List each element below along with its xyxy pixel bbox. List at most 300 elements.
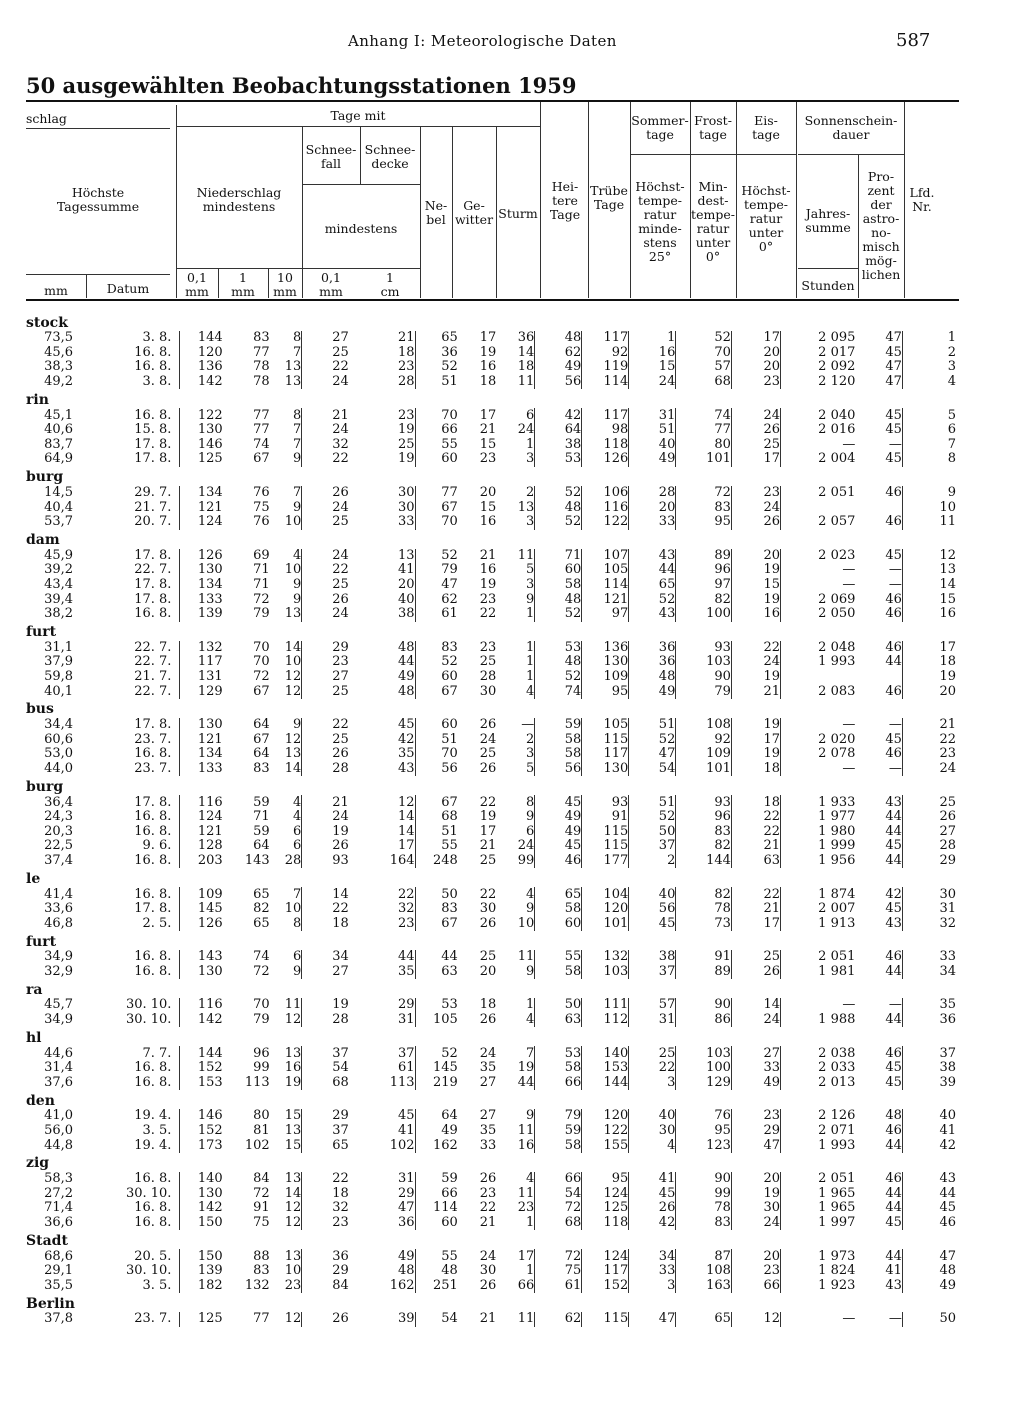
cell-sonnenschein-jahressumme: 2 051	[781, 1172, 856, 1187]
cell-niederschlag-1mm: 82	[253, 901, 270, 917]
cell-niederschlag-10mm: 6	[292, 824, 302, 839]
cell-eistage: 29	[731, 1124, 780, 1139]
cell-nebel: 56	[415, 762, 458, 777]
cell-niederschlag-10mm: 13	[284, 1249, 302, 1264]
cell-niederschlag-01mm: 126	[180, 916, 223, 931]
cell-schneefall-01mm: 24	[302, 607, 349, 622]
cell-niederschlag-1mm: 70	[253, 640, 270, 655]
station-name: bus	[26, 701, 54, 718]
cell-schneedecke-1cm: 19	[398, 452, 415, 467]
cell-sturm: 4	[525, 1012, 535, 1028]
cell-niederschlag-01mm: 182	[180, 1279, 223, 1294]
cell-sonnenschein-jahressumme: 1 933	[781, 795, 856, 810]
cell-schneefall-01mm: 24	[302, 423, 349, 438]
header-divider	[858, 154, 859, 298]
cell-sonnenschein-jahressumme: 2 020	[781, 732, 856, 747]
cell-nebel: 52	[415, 655, 458, 670]
cell-niederschlag-10mm: 19	[284, 1075, 302, 1090]
cell-gewitter: 25	[479, 853, 497, 868]
cell-niederschlag-10mm: 8	[292, 331, 302, 346]
cell-eistage: 25	[731, 438, 780, 453]
cell-schneedecke-1cm: 14	[398, 824, 415, 839]
header-divider	[452, 126, 453, 298]
cell-schneefall-01mm: 28	[302, 762, 349, 777]
cell-frosttage: 95	[676, 515, 732, 530]
table-row	[26, 810, 956, 825]
cell-sturm: 1	[525, 606, 535, 622]
cell-sonnenschein-jahressumme: 2 051	[781, 486, 856, 501]
header-n-01: 0,1 mm	[185, 270, 209, 299]
cell-nebel: 51	[415, 375, 458, 390]
cell-datum: 22. 7.	[134, 684, 172, 699]
cell-nebel: 105	[415, 1013, 458, 1028]
cell-gewitter: 30	[479, 684, 497, 699]
cell-heitere-tage: 50	[535, 998, 582, 1013]
station-group-heading	[26, 931, 956, 950]
table-row	[26, 1312, 956, 1327]
cell-niederschlag-1mm: 72	[253, 669, 270, 684]
cell-heitere-tage: 59	[535, 718, 582, 733]
cell-frosttage: 95	[676, 1124, 732, 1139]
cell-niederschlag-01mm: 142	[180, 1013, 223, 1028]
cell-sommertage: 33	[629, 1264, 676, 1279]
cell-gewitter: 21	[479, 1215, 497, 1231]
cell-frosttage: 93	[676, 795, 732, 810]
station-name: hl	[26, 1029, 42, 1046]
cell-schneedecke-1cm: 25	[398, 437, 415, 452]
cell-sonnenschein-jahressumme: 2 038	[781, 1046, 856, 1061]
cell-niederschlag-1mm: 72	[253, 592, 270, 607]
cell-sommertage: 43	[629, 607, 676, 622]
cell-nebel: 48	[415, 1264, 458, 1279]
cell-truebe-tage: 98	[582, 423, 629, 438]
cell-eistage: 26	[731, 965, 780, 980]
cell-frosttage: 123	[676, 1138, 732, 1153]
cell-frosttage: 89	[676, 965, 732, 980]
cell-schneefall-01mm: 93	[302, 854, 349, 869]
cell-frosttage: 99	[676, 1187, 732, 1202]
header-truebe-tage: Trübe Tage	[590, 183, 628, 212]
cell-hoechste-mm: 37,6	[44, 1075, 74, 1090]
cell-lfd-nr: 45	[902, 1201, 956, 1216]
cell-nebel: 70	[415, 515, 458, 530]
header-mindestens: mindestens	[324, 221, 398, 236]
cell-niederschlag-1mm: 79	[253, 1012, 270, 1028]
cell-frosttage: 90	[676, 998, 732, 1013]
cell-nebel: 83	[415, 902, 458, 917]
cell-heitere-tage: 62	[535, 346, 582, 361]
cell-truebe-tage: 105	[582, 718, 629, 733]
cell-lfd-nr: 19	[902, 670, 956, 685]
cell-hoechste-mm: 34,4	[44, 717, 74, 733]
cell-hoechste-mm: 45,6	[44, 345, 74, 360]
cell-eistage: 19	[731, 718, 780, 733]
cell-sonnenschein-jahressumme: 2 004	[781, 452, 856, 467]
cell-gewitter: 20	[479, 485, 497, 501]
cell-eistage: 25	[731, 950, 780, 965]
cell-schneefall-01mm: 37	[302, 1124, 349, 1139]
cell-niederschlag-1mm: 72	[253, 964, 270, 979]
station-name: zig	[26, 1155, 50, 1172]
cell-truebe-tage: 155	[582, 1138, 629, 1153]
cell-frosttage: 92	[676, 732, 732, 747]
cell-niederschlag-01mm: 117	[180, 655, 223, 670]
cell-nebel: 49	[415, 1124, 458, 1139]
cell-hoechste-mm: 71,4	[44, 1201, 74, 1216]
station-name: rin	[26, 391, 49, 408]
page-number: 587	[896, 30, 931, 51]
cell-sonnenschein-prozent: —	[888, 717, 902, 733]
cell-schneefall-01mm: 34	[302, 950, 349, 965]
cell-niederschlag-1mm: 64	[253, 747, 270, 762]
cell-truebe-tage: 136	[582, 641, 629, 656]
cell-hoechste-mm: 45,1	[44, 408, 74, 423]
cell-eistage: 24	[731, 1216, 780, 1231]
cell-gewitter: 26	[479, 1278, 497, 1293]
cell-sommertage: 45	[629, 916, 676, 931]
cell-sonnenschein-prozent: 45	[885, 422, 902, 438]
cell-schneedecke-1cm: 61	[398, 1060, 415, 1076]
cell-niederschlag-01mm: 125	[180, 452, 223, 467]
cell-lfd-nr: 12	[902, 549, 956, 564]
cell-sonnenschein-jahressumme: 2 057	[781, 515, 856, 530]
cell-schneefall-01mm: 68	[302, 1076, 349, 1091]
cell-sturm: 11	[517, 1186, 535, 1201]
cell-sturm: 9	[525, 964, 535, 979]
cell-datum: 3. 5.	[142, 1278, 172, 1293]
cell-sonnenschein-jahressumme: 1 965	[781, 1187, 856, 1202]
cell-truebe-tage: 130	[582, 762, 629, 777]
cell-sommertage: 15	[629, 360, 676, 375]
cell-hoechste-mm: 44,0	[44, 761, 74, 776]
table-row	[26, 438, 956, 453]
cell-sonnenschein-jahressumme: —	[781, 998, 856, 1013]
cell-nebel: 83	[415, 641, 458, 656]
cell-datum: 23. 7.	[134, 732, 172, 747]
table-row	[26, 1249, 956, 1264]
cell-heitere-tage: 49	[535, 810, 582, 825]
cell-sonnenschein-prozent: 46	[885, 950, 902, 965]
cell-hoechste-mm: 45,7	[44, 998, 74, 1013]
cell-datum: 2. 5.	[142, 916, 172, 931]
cell-sturm: 19	[517, 1060, 535, 1076]
header-bottom-rule	[26, 299, 959, 301]
header-n-10: 10 mm	[273, 270, 297, 299]
cell-sonnenschein-prozent: 42	[885, 887, 902, 902]
cell-sturm: 4	[525, 887, 535, 902]
cell-sommertage: 44	[629, 563, 676, 578]
cell-hoechste-mm: 49,2	[44, 374, 74, 390]
cell-gewitter: 26	[479, 717, 497, 733]
cell-datum: 19. 4.	[134, 1109, 172, 1124]
cell-schneefall-01mm: 28	[302, 1013, 349, 1028]
cell-niederschlag-10mm: 10	[284, 1263, 302, 1279]
cell-schneedecke-1cm: 23	[398, 916, 415, 931]
cell-datum: 16. 8.	[134, 853, 172, 868]
header-n-1: 1 mm	[231, 270, 255, 299]
table-row	[26, 578, 956, 593]
cell-gewitter: 16	[479, 360, 497, 375]
cell-sommertage: 1	[629, 331, 676, 346]
cell-datum: 17. 8.	[134, 577, 172, 593]
cell-heitere-tage: 48	[535, 331, 582, 346]
cell-schneedecke-1cm: 41	[398, 563, 415, 578]
cell-nebel: 162	[415, 1138, 458, 1153]
cell-sonnenschein-prozent: —	[888, 577, 902, 593]
cell-niederschlag-10mm: 12	[284, 1012, 302, 1028]
cell-niederschlag-10mm: 11	[284, 998, 302, 1013]
table-row	[26, 887, 956, 902]
table-row	[26, 375, 956, 390]
cell-schneedecke-1cm: 35	[398, 964, 415, 979]
cell-nebel: 61	[415, 607, 458, 622]
cell-sommertage: 36	[629, 641, 676, 656]
table-row	[26, 592, 956, 607]
station-group-heading	[26, 389, 956, 408]
cell-gewitter: 17	[479, 824, 497, 839]
header-gewitter: Ge- witter	[454, 198, 494, 227]
cell-schneefall-01mm: 29	[302, 641, 349, 656]
cell-sommertage: 56	[629, 902, 676, 917]
cell-hoechste-mm: 40,1	[44, 684, 74, 699]
cell-schneedecke-1cm: 49	[398, 669, 415, 684]
cell-niederschlag-10mm: 4	[292, 795, 302, 810]
cell-datum: 23. 7.	[134, 761, 172, 776]
cell-truebe-tage: 92	[582, 346, 629, 361]
cell-heitere-tage: 48	[535, 655, 582, 670]
cell-sonnenschein-prozent: 44	[885, 809, 902, 825]
station-group-heading	[26, 1090, 956, 1109]
cell-schneefall-01mm: 21	[302, 408, 349, 423]
cell-truebe-tage: 126	[582, 452, 629, 467]
cell-niederschlag-10mm: 12	[284, 669, 302, 684]
cell-schneedecke-1cm: 30	[398, 485, 415, 501]
cell-schneedecke-1cm: 48	[398, 684, 415, 699]
top-rule	[26, 100, 959, 102]
cell-truebe-tage: 112	[582, 1013, 629, 1028]
cell-lfd-nr: 24	[902, 762, 956, 777]
cell-datum: 17. 8.	[134, 437, 172, 452]
cell-lfd-nr: 31	[902, 902, 956, 917]
cell-eistage: 17	[731, 331, 780, 346]
cell-datum: 19. 4.	[134, 1138, 172, 1153]
station-name: Berlin	[26, 1295, 75, 1312]
cell-niederschlag-01mm: 146	[180, 1109, 223, 1124]
cell-datum: 29. 7.	[134, 485, 172, 501]
cell-frosttage: 79	[676, 684, 732, 699]
station-name: Stadt	[26, 1232, 68, 1249]
cell-niederschlag-10mm: 9	[292, 717, 302, 733]
cell-frosttage: 89	[676, 549, 732, 564]
cell-lfd-nr: 21	[902, 718, 956, 733]
cell-eistage: 24	[731, 408, 780, 423]
cell-eistage: 22	[731, 641, 780, 656]
cell-schneefall-01mm: 22	[302, 902, 349, 917]
cell-sturm: 5	[525, 563, 535, 578]
cell-lfd-nr: 37	[902, 1046, 956, 1061]
cell-lfd-nr: 22	[902, 732, 956, 747]
cell-niederschlag-1mm: 74	[253, 950, 270, 965]
cell-niederschlag-10mm: 13	[284, 1046, 302, 1061]
header-mm: mm	[44, 283, 68, 298]
cell-heitere-tage: 56	[535, 375, 582, 390]
cell-heitere-tage: 74	[535, 684, 582, 699]
cell-truebe-tage: 117	[582, 408, 629, 423]
cell-truebe-tage: 124	[582, 1187, 629, 1202]
cell-niederschlag-10mm: 10	[284, 514, 302, 530]
cell-lfd-nr: 2	[902, 346, 956, 361]
cell-niederschlag-1mm: 78	[253, 374, 270, 390]
cell-frosttage: 87	[676, 1249, 732, 1264]
cell-sonnenschein-prozent: 43	[885, 916, 902, 931]
station-name: stock	[26, 314, 68, 331]
cell-sonnenschein-prozent: 45	[885, 408, 902, 423]
cell-schneedecke-1cm: 12	[398, 795, 415, 810]
cell-sonnenschein-prozent: 45	[885, 452, 902, 467]
cell-nebel: 60	[415, 670, 458, 685]
cell-sonnenschein-jahressumme: 2 040	[781, 408, 856, 423]
cell-niederschlag-01mm: 145	[180, 902, 223, 917]
cell-sonnenschein-jahressumme: —	[781, 578, 856, 593]
cell-niederschlag-01mm: 203	[180, 854, 223, 869]
cell-schneefall-01mm: 26	[302, 592, 349, 607]
cell-heitere-tage: 58	[535, 1061, 582, 1076]
cell-schneedecke-1cm: 42	[398, 732, 415, 747]
cell-frosttage: 101	[676, 762, 732, 777]
cell-niederschlag-1mm: 69	[253, 548, 270, 563]
cell-sturm: 13	[517, 500, 535, 515]
cell-lfd-nr: 13	[902, 563, 956, 578]
cell-gewitter: 19	[479, 577, 497, 593]
cell-sommertage: 54	[629, 762, 676, 777]
cell-sturm: —	[521, 717, 535, 733]
table-row	[26, 965, 956, 980]
cell-sommertage: 36	[629, 655, 676, 670]
header-datum: Datum	[106, 281, 150, 296]
cell-eistage: 22	[731, 887, 780, 902]
cell-truebe-tage: 111	[582, 998, 629, 1013]
header-eistage: Eis- tage	[752, 113, 780, 142]
cell-sonnenschein-prozent: 45	[885, 345, 902, 360]
cell-sommertage: 52	[629, 592, 676, 607]
cell-schneedecke-1cm: 39	[398, 1312, 415, 1327]
cell-frosttage: 74	[676, 408, 732, 423]
cell-niederschlag-10mm: 28	[284, 853, 302, 868]
cell-lfd-nr: 6	[902, 423, 956, 438]
cell-sonnenschein-prozent: 44	[885, 964, 902, 979]
cell-gewitter: 17	[479, 331, 497, 346]
cell-niederschlag-10mm: 15	[284, 1138, 302, 1153]
cell-lfd-nr: 38	[902, 1061, 956, 1076]
cell-heitere-tage: 66	[535, 1076, 582, 1091]
cell-gewitter: 23	[479, 592, 497, 607]
cell-sturm: 2	[525, 485, 535, 501]
cell-hoechste-mm: 44,6	[44, 1046, 74, 1061]
cell-lfd-nr: 48	[902, 1264, 956, 1279]
header-s-1: 1 cm	[380, 270, 400, 299]
cell-hoechste-mm: 29,1	[44, 1263, 74, 1279]
cell-eistage: 17	[731, 732, 780, 747]
cell-datum: 9. 6.	[142, 839, 172, 854]
cell-sturm: 4	[525, 684, 535, 699]
cell-sturm: 1	[525, 655, 535, 670]
cell-sonnenschein-prozent: 47	[885, 360, 902, 375]
cell-niederschlag-1mm: 84	[253, 1171, 270, 1187]
cell-lfd-nr: 27	[902, 824, 956, 839]
cell-eistage: 20	[731, 346, 780, 361]
cell-sonnenschein-prozent: 46	[885, 1046, 902, 1061]
cell-datum: 22. 7.	[134, 563, 172, 578]
cell-heitere-tage: 72	[535, 1249, 582, 1264]
cell-sonnenschein-prozent: 44	[885, 1138, 902, 1153]
cell-heitere-tage: 68	[535, 1216, 582, 1231]
cell-niederschlag-01mm: 116	[180, 795, 223, 810]
cell-niederschlag-01mm: 150	[180, 1249, 223, 1264]
cell-eistage: 18	[731, 762, 780, 777]
cell-nebel: 145	[415, 1061, 458, 1076]
cell-gewitter: 25	[479, 655, 497, 670]
cell-hoechste-mm: 14,5	[44, 485, 74, 501]
cell-schneedecke-1cm: 164	[389, 853, 415, 868]
cell-nebel: 67	[415, 795, 458, 810]
cell-niederschlag-1mm: 71	[253, 577, 270, 593]
cell-sonnenschein-jahressumme: 1 977	[781, 810, 856, 825]
cell-nebel: 64	[415, 1109, 458, 1124]
cell-schneefall-01mm: 22	[302, 1172, 349, 1187]
cell-gewitter: 19	[479, 345, 497, 360]
cell-lfd-nr: 46	[902, 1216, 956, 1231]
cell-eistage: 33	[731, 1061, 780, 1076]
cell-datum: 17. 8.	[134, 592, 172, 607]
cell-sonnenschein-prozent: 46	[885, 684, 902, 699]
cell-eistage: 19	[731, 747, 780, 762]
table-row	[26, 641, 956, 656]
cell-sommertage: 57	[629, 998, 676, 1013]
cell-niederschlag-10mm: 6	[292, 950, 302, 965]
cell-schneefall-01mm: 21	[302, 795, 349, 810]
cell-schneefall-01mm: 36	[302, 1249, 349, 1264]
cell-sturm: 2	[525, 732, 535, 747]
header-s-01: 0,1 mm	[319, 270, 343, 299]
cell-niederschlag-1mm: 64	[253, 717, 270, 733]
cell-nebel: 67	[415, 500, 458, 515]
cell-niederschlag-01mm: 136	[180, 360, 223, 375]
header-schlag: schlag	[26, 111, 67, 126]
cell-nebel: 55	[415, 839, 458, 854]
cell-schneedecke-1cm: 22	[398, 887, 415, 902]
station-group-heading	[26, 776, 956, 795]
cell-sonnenschein-jahressumme: 2 078	[781, 747, 856, 762]
cell-sturm: 11	[517, 1123, 535, 1139]
header-jahressumme: Jahres- summe	[805, 206, 851, 235]
header-divider	[904, 102, 905, 298]
cell-niederschlag-10mm: 15	[284, 1109, 302, 1124]
cell-nebel: 79	[415, 563, 458, 578]
cell-lfd-nr: 16	[902, 607, 956, 622]
cell-schneefall-01mm: 26	[302, 747, 349, 762]
cell-lfd-nr: 43	[902, 1172, 956, 1187]
cell-datum: 15. 8.	[134, 422, 172, 438]
table-row	[26, 331, 956, 346]
cell-sonnenschein-prozent: —	[888, 1312, 902, 1327]
cell-niederschlag-1mm: 76	[253, 485, 270, 501]
cell-sommertage: 33	[629, 515, 676, 530]
cell-nebel: 59	[415, 1172, 458, 1187]
cell-datum: 22. 7.	[134, 640, 172, 655]
table-row	[26, 732, 956, 747]
cell-lfd-nr: 29	[902, 854, 956, 869]
cell-schneedecke-1cm: 23	[398, 408, 415, 423]
